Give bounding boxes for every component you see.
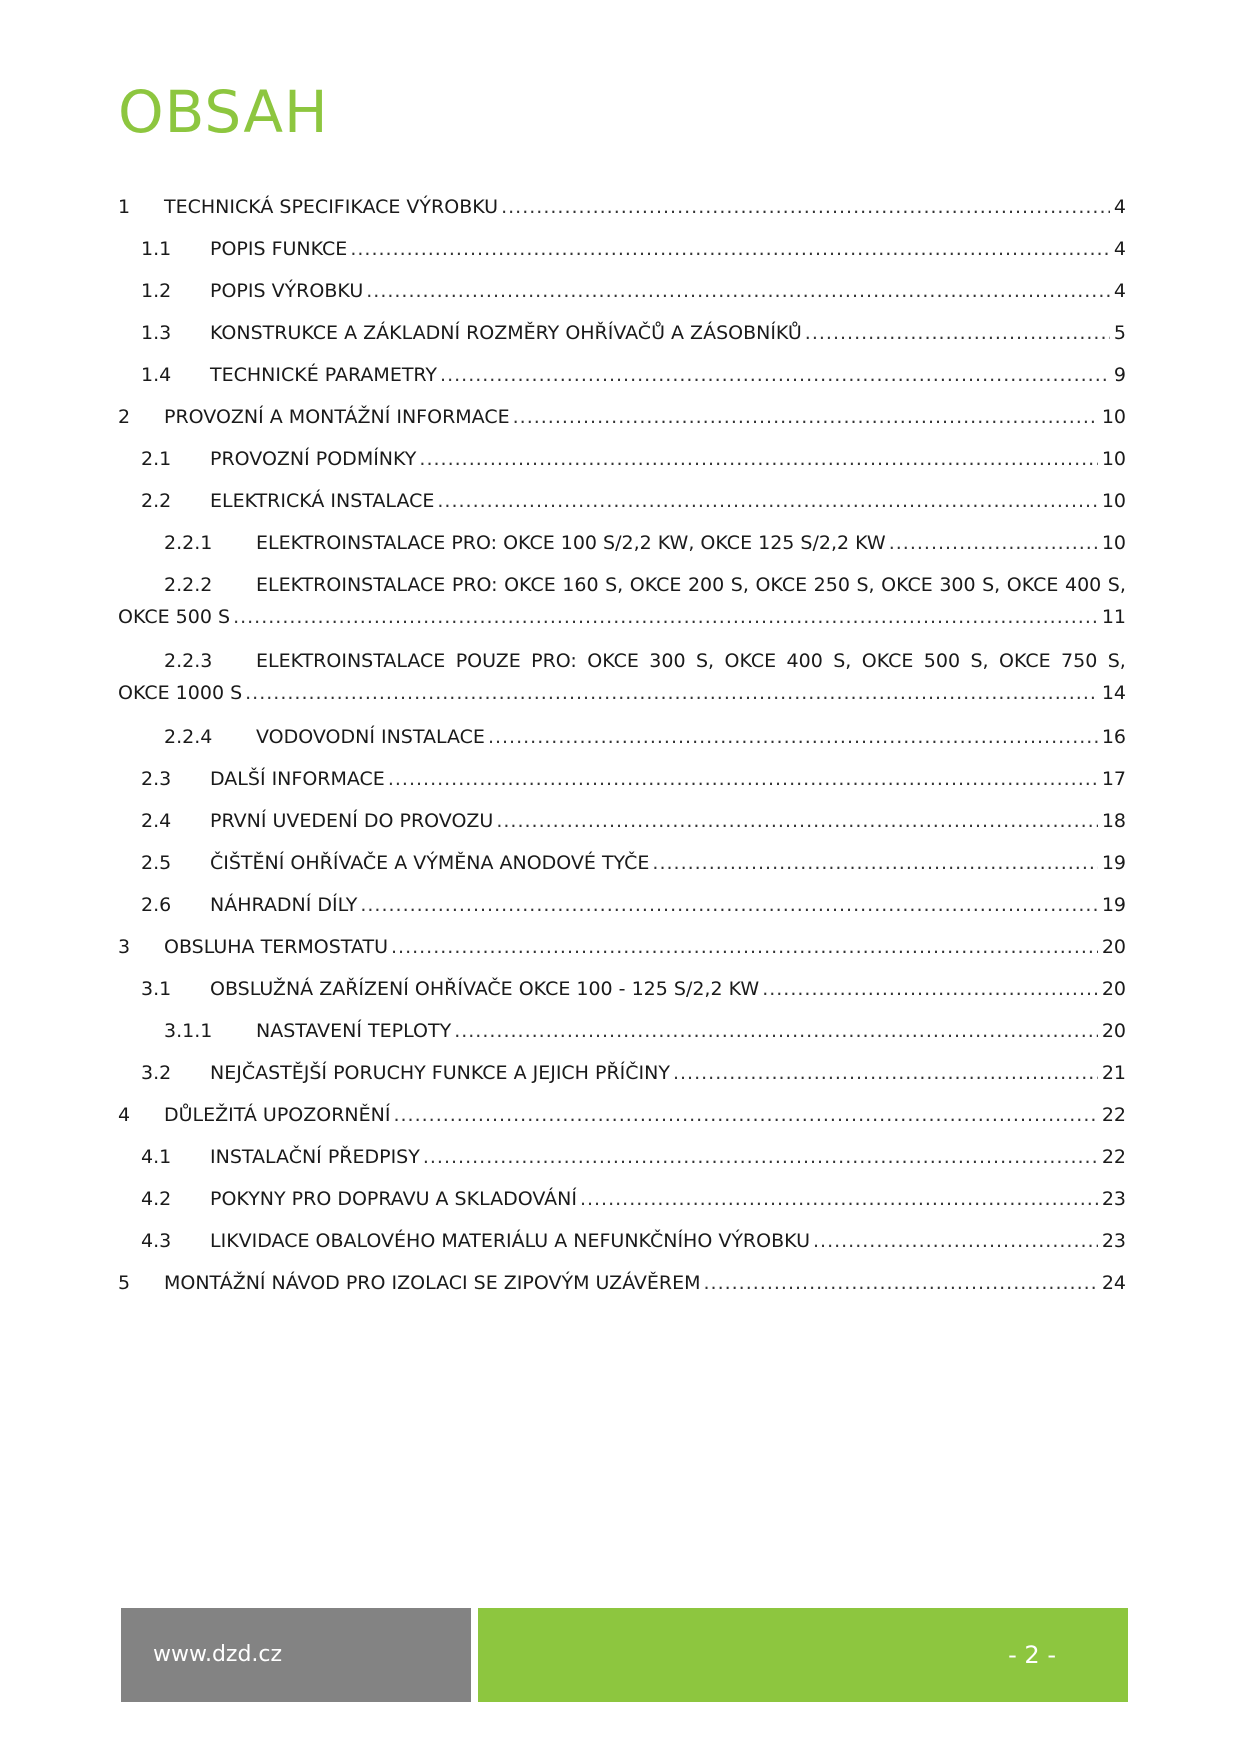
toc-entry[interactable] xyxy=(118,1094,1126,1136)
toc-page: 19 xyxy=(1101,852,1126,874)
toc-text: POKYNY PRO DOPRAVU A SKLADOVÁNÍ xyxy=(210,1188,577,1210)
toc-page: 24 xyxy=(1101,1272,1126,1294)
toc-leader xyxy=(423,1136,1098,1178)
toc-text: PROVOZNÍ PODMÍNKY xyxy=(210,448,417,470)
toc-text: TECHNICKÁ SPECIFIKACE VÝROBKU xyxy=(164,196,499,218)
toc-text: VODOVODNÍ INSTALACE xyxy=(256,726,485,748)
toc-leader xyxy=(393,1094,1097,1136)
toc-text: KONSTRUKCE A ZÁKLADNÍ ROZMĚRY OHŘÍVAČŮ A ZÁSOBNÍKŮ xyxy=(210,322,802,344)
toc-entry[interactable] xyxy=(118,1010,1126,1052)
toc-entry[interactable] xyxy=(118,1220,1126,1262)
toc-number: 4.1 xyxy=(141,1146,172,1168)
toc-page: 20 xyxy=(1101,978,1126,1000)
table-of-contents xyxy=(118,186,1126,1304)
toc-page: 4 xyxy=(1113,280,1126,302)
footer-website[interactable] xyxy=(121,1608,471,1702)
toc-entry[interactable] xyxy=(118,480,1126,522)
toc-number: 1.2 xyxy=(141,280,172,302)
toc-text: NÁHRADNÍ DÍLY xyxy=(210,894,358,916)
toc-text: NASTAVENÍ TEPLOTY xyxy=(256,1020,452,1042)
toc-entry[interactable] xyxy=(118,758,1126,800)
toc-entry[interactable] xyxy=(118,186,1126,228)
toc-entry[interactable] xyxy=(118,270,1126,312)
toc-number: 3.2 xyxy=(141,1062,172,1084)
toc-page: 23 xyxy=(1101,1188,1126,1210)
toc-number: 2.3 xyxy=(141,768,172,790)
toc-leader xyxy=(419,438,1097,480)
toc-entry[interactable] xyxy=(118,354,1126,396)
website-link[interactable]: www.dzd.cz xyxy=(153,1642,283,1667)
toc-leader xyxy=(805,312,1110,354)
toc-text: LIKVIDACE OBALOVÉHO MATERIÁLU A NEFUNKČNÍHO VÝROBKU xyxy=(210,1230,810,1252)
toc-number: 3 xyxy=(118,936,131,958)
toc-entry[interactable] xyxy=(118,522,1126,564)
toc-entry[interactable] xyxy=(118,800,1126,842)
toc-number: 3.1 xyxy=(141,978,172,1000)
toc-entry[interactable] xyxy=(118,1052,1126,1094)
toc-text: OBSLUHA TERMOSTATU xyxy=(164,936,388,958)
toc-number: 4 xyxy=(118,1104,131,1126)
toc-text: ELEKTROINSTALACE PRO: OKCE 160 S, OKCE 200 S, OKCE 250 S, OKCE 300 S, OKCE 400 S, xyxy=(256,574,1126,596)
toc-number: 2.2 xyxy=(141,490,172,512)
toc-page: 23 xyxy=(1101,1230,1126,1252)
toc-text: POPIS VÝROBKU xyxy=(210,280,364,302)
page-title: OBSAH xyxy=(118,78,329,146)
toc-text: NEJČASTĚJŠÍ PORUCHY FUNKCE A JEJICH PŘÍČINY xyxy=(210,1062,670,1084)
toc-number: 4.3 xyxy=(141,1230,172,1252)
toc-leader xyxy=(673,1052,1098,1094)
toc-text: MONTÁŽNÍ NÁVOD PRO IZOLACI SE ZIPOVÝM UZÁVĚREM xyxy=(164,1272,701,1294)
toc-number: 2.6 xyxy=(141,894,172,916)
toc-leader xyxy=(437,480,1097,522)
toc-entry[interactable] xyxy=(118,312,1126,354)
toc-text: PRVNÍ UVEDENÍ DO PROVOZU xyxy=(210,810,494,832)
toc-leader xyxy=(488,716,1098,758)
toc-number: 2.1 xyxy=(141,448,172,470)
toc-leader xyxy=(391,926,1098,968)
toc-text: OBSLUŽNÁ ZAŘÍZENÍ OHŘÍVAČE OKCE 100 - 125 S/2,2 KW xyxy=(210,978,760,1000)
toc-leader xyxy=(360,884,1097,926)
toc-entry[interactable] xyxy=(118,438,1126,480)
toc-entry[interactable] xyxy=(118,926,1126,968)
toc-page: 4 xyxy=(1113,196,1126,218)
toc-page: 20 xyxy=(1101,1020,1126,1042)
toc-number: 2 xyxy=(118,406,131,428)
toc-text: ELEKTROINSTALACE POUZE PRO: OKCE 300 S, OKCE 400 S, OKCE 500 S, OKCE 750 S, xyxy=(256,650,1126,672)
toc-number: 5 xyxy=(118,1272,131,1294)
toc-entry[interactable] xyxy=(118,884,1126,926)
toc-page: 14 xyxy=(1101,682,1126,704)
toc-number: 3.1.1 xyxy=(164,1020,213,1042)
toc-page: 19 xyxy=(1101,894,1126,916)
toc-number: 2.5 xyxy=(141,852,172,874)
toc-number: 4.2 xyxy=(141,1188,172,1210)
toc-text: ELEKTRICKÁ INSTALACE xyxy=(210,490,435,512)
toc-page: 11 xyxy=(1101,606,1126,628)
toc-number: 2.2.4 xyxy=(164,726,213,748)
toc-entry[interactable] xyxy=(118,716,1126,758)
toc-number: 1.1 xyxy=(141,238,172,260)
toc-page: 9 xyxy=(1113,364,1126,386)
toc-text: ČIŠTĚNÍ OHŘÍVAČE A VÝMĚNA ANODOVÉ TYČE xyxy=(210,852,650,874)
toc-text: DŮLEŽITÁ UPOZORNĚNÍ xyxy=(164,1104,391,1126)
toc-text-continuation: OKCE 500 S xyxy=(118,606,231,628)
toc-page: 5 xyxy=(1113,322,1126,344)
toc-number: 2.4 xyxy=(141,810,172,832)
toc-leader xyxy=(501,186,1110,228)
toc-leader xyxy=(703,1262,1097,1304)
toc-leader xyxy=(440,354,1110,396)
page-number: - 2 - xyxy=(1008,1641,1056,1669)
toc-text: ELEKTROINSTALACE PRO: OKCE 100 S/2,2 KW, OKCE 125 S/2,2 KW xyxy=(256,532,886,554)
toc-page: 22 xyxy=(1101,1146,1126,1168)
toc-page: 10 xyxy=(1101,490,1126,512)
toc-page: 10 xyxy=(1101,448,1126,470)
toc-page: 18 xyxy=(1101,810,1126,832)
toc-entry[interactable] xyxy=(118,640,1126,716)
toc-leader xyxy=(762,968,1098,1010)
toc-leader xyxy=(496,800,1097,842)
toc-text-continuation: OKCE 1000 S xyxy=(118,682,243,704)
toc-leader xyxy=(652,842,1097,884)
toc-entry[interactable] xyxy=(118,1262,1126,1304)
toc-number: 1.4 xyxy=(141,364,172,386)
toc-leader xyxy=(366,270,1110,312)
toc-leader xyxy=(513,396,1098,438)
toc-leader xyxy=(350,228,1110,270)
toc-text: PROVOZNÍ A MONTÁŽNÍ INFORMACE xyxy=(164,406,510,428)
toc-entry[interactable] xyxy=(118,564,1126,640)
toc-entry[interactable] xyxy=(118,396,1126,438)
toc-text: INSTALAČNÍ PŘEDPISY xyxy=(210,1146,420,1168)
toc-page: 10 xyxy=(1101,406,1126,428)
toc-entry[interactable] xyxy=(118,968,1126,1010)
footer-page-bar xyxy=(478,1608,1128,1702)
toc-leader xyxy=(889,522,1098,564)
toc-text: DALŠÍ INFORMACE xyxy=(210,768,385,790)
toc-number: 1 xyxy=(118,196,131,218)
toc-page: 22 xyxy=(1101,1104,1126,1126)
toc-page: 4 xyxy=(1113,238,1126,260)
toc-leader xyxy=(580,1178,1098,1220)
toc-page: 20 xyxy=(1101,936,1126,958)
toc-number: 2.2.3 xyxy=(164,650,213,672)
toc-number: 2.2.2 xyxy=(164,574,213,596)
toc-leader xyxy=(245,672,1098,714)
toc-leader xyxy=(813,1220,1098,1262)
toc-text: TECHNICKÉ PARAMETRY xyxy=(210,364,438,386)
toc-leader xyxy=(454,1010,1098,1052)
toc-entry[interactable] xyxy=(118,1136,1126,1178)
toc-entry[interactable] xyxy=(118,228,1126,270)
toc-page: 17 xyxy=(1101,768,1126,790)
toc-page: 10 xyxy=(1101,532,1126,554)
toc-leader xyxy=(233,596,1098,638)
toc-leader xyxy=(388,758,1098,800)
toc-number: 2.2.1 xyxy=(164,532,213,554)
toc-page: 16 xyxy=(1101,726,1126,748)
toc-entry[interactable] xyxy=(118,1178,1126,1220)
toc-entry[interactable] xyxy=(118,842,1126,884)
toc-number: 1.3 xyxy=(141,322,172,344)
toc-text: POPIS FUNKCE xyxy=(210,238,348,260)
toc-page: 21 xyxy=(1101,1062,1126,1084)
